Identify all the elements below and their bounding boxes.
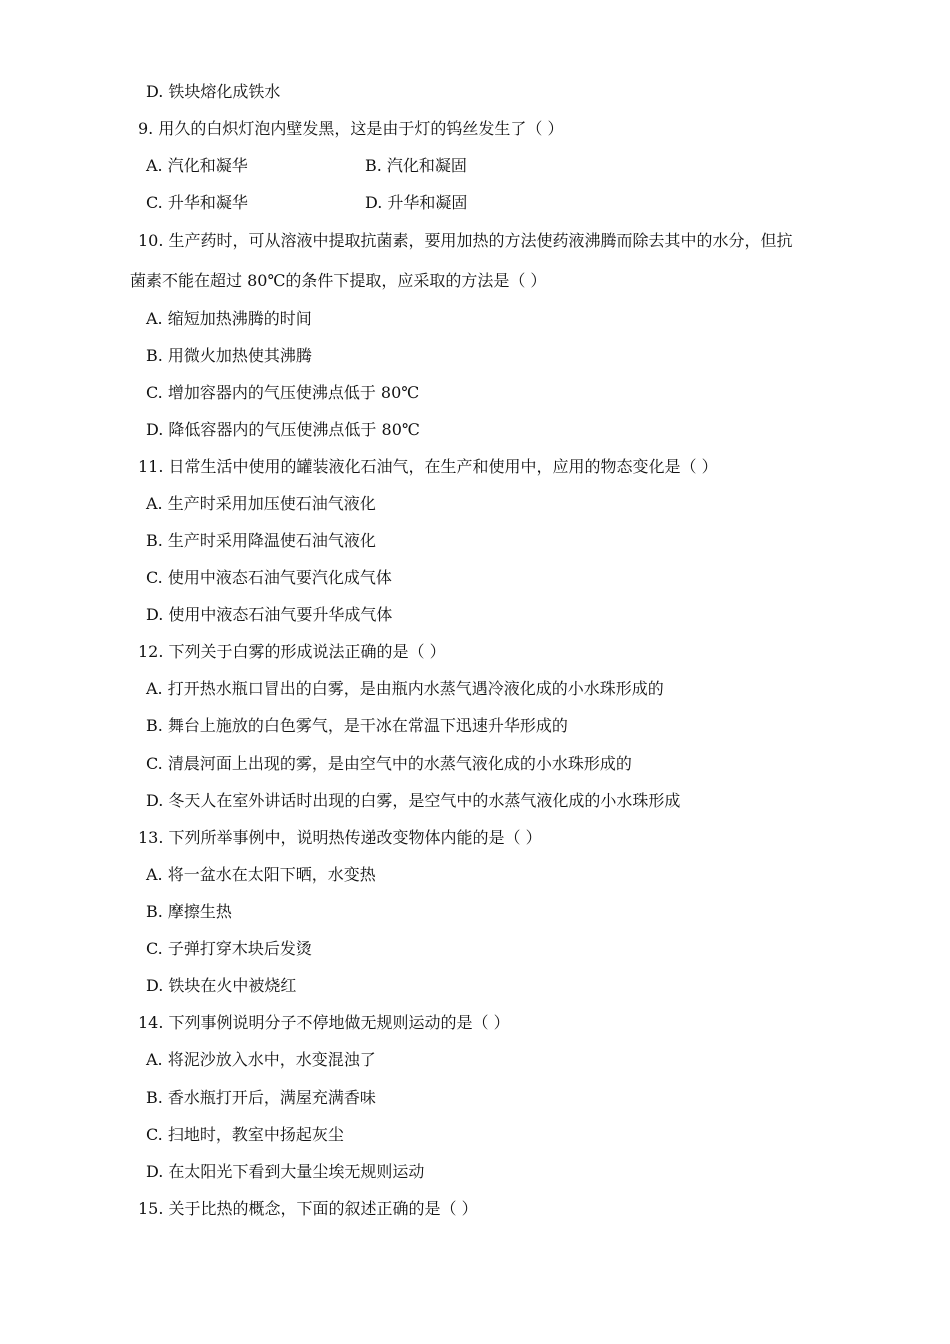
q10-stem-line1: 10. 生产药时，可从溶液中提取抗菌素，要用加热的方法使药液沸腾而除去其中的水分，但抗: [138, 231, 793, 250]
q13-option-a: A. 将一盆水在太阳下晒，水变热: [146, 865, 376, 884]
q9-option-a: A. 汽化和凝华: [146, 156, 248, 175]
q10-option-a: A. 缩短加热沸腾的时间: [146, 309, 312, 328]
q10-option-d: D. 降低容器内的气压使沸点低于 80℃: [146, 420, 420, 439]
q9-option-b: B. 汽化和凝固: [365, 156, 467, 175]
q11-option-d: D. 使用中液态石油气要升华成气体: [146, 605, 393, 624]
q12-stem: 12. 下列关于白雾的形成说法正确的是（ ）: [138, 642, 446, 661]
q13-stem: 13. 下列所举事例中，说明热传递改变物体内能的是（ ）: [138, 828, 542, 847]
q10-option-b: B. 用微火加热使其沸腾: [146, 346, 312, 365]
q11-stem: 11. 日常生活中使用的罐装液化石油气，在生产和使用中，应用的物态变化是（ ）: [138, 457, 718, 476]
q14-option-d: D. 在太阳光下看到大量尘埃无规则运动: [146, 1162, 425, 1181]
q8-option-d: D. 铁块熔化成铁水: [146, 82, 281, 101]
q11-option-a: A. 生产时采用加压使石油气液化: [146, 494, 376, 513]
q12-option-a: A. 打开热水瓶口冒出的白雾，是由瓶内水蒸气遇冷液化成的小水珠形成的: [146, 679, 664, 698]
q12-option-d: D. 冬天人在室外讲话时出现的白雾，是空气中的水蒸气液化成的小水珠形成: [146, 791, 681, 810]
q11-option-c: C. 使用中液态石油气要汽化成气体: [146, 568, 392, 587]
q9-stem: 9. 用久的白炽灯泡内壁发黑，这是由于灯的钨丝发生了（ ）: [138, 119, 564, 138]
q15-stem: 15. 关于比热的概念，下面的叙述正确的是（ ）: [138, 1199, 478, 1218]
q14-option-c: C. 扫地时，教室中扬起灰尘: [146, 1125, 344, 1144]
q10-stem-line2: 菌素不能在超过 80℃的条件下提取，应采取的方法是（ ）: [130, 271, 547, 290]
q11-option-b: B. 生产时采用降温使石油气液化: [146, 531, 376, 550]
q13-option-c: C. 子弹打穿木块后发烫: [146, 939, 312, 958]
q14-option-a: A. 将泥沙放入水中，水变混浊了: [146, 1050, 376, 1069]
q14-stem: 14. 下列事例说明分子不停地做无规则运动的是（ ）: [138, 1013, 510, 1032]
q13-option-b: B. 摩擦生热: [146, 902, 232, 921]
q12-option-b: B. 舞台上施放的白色雾气，是干冰在常温下迅速升华形成的: [146, 716, 568, 735]
q12-option-c: C. 清晨河面上出现的雾，是由空气中的水蒸气液化成的小水珠形成的: [146, 754, 632, 773]
q9-option-c: C. 升华和凝华: [146, 193, 248, 212]
q10-option-c: C. 增加容器内的气压使沸点低于 80℃: [146, 383, 420, 402]
q13-option-d: D. 铁块在火中被烧红: [146, 976, 297, 995]
q9-option-d: D. 升华和凝固: [365, 193, 468, 212]
q14-option-b: B. 香水瓶打开后，满屋充满香味: [146, 1088, 376, 1107]
